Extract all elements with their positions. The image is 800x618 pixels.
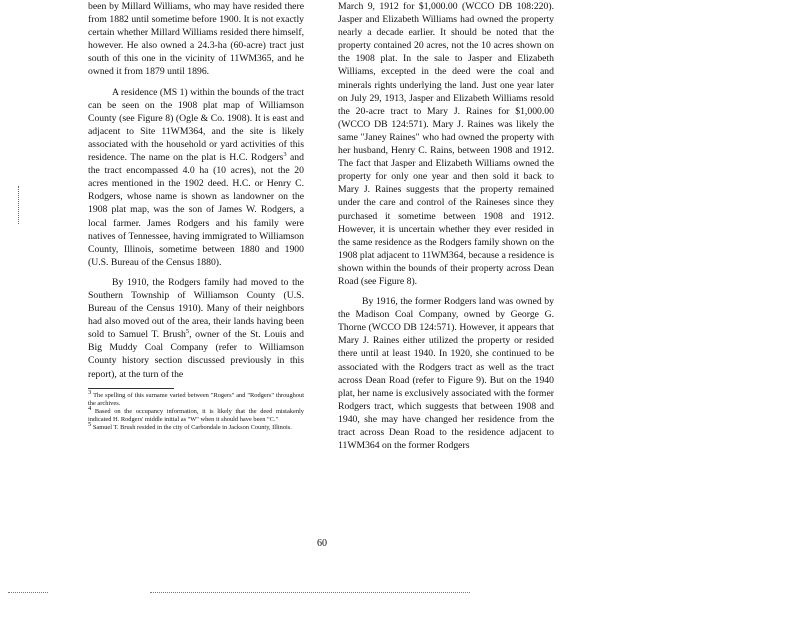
paragraph-text: and the tract encompassed 4.0 ha (10 acres), not the 20 acres mentioned in the 1902 deed. H.C. or Henry C. Rodgers, whose name is shown as landowner on the 1908 plat map, was the son of James W. Rodgers, a local farmer. James Rodgers and his family were natives of Tennessee, having immigrated to Williamson County, Illinois, sometime between 1880 and 1900 (U.S. Bureau of the Census 1880).: [88, 152, 304, 268]
left-column: [88, 0, 304, 433]
scan-artifact-line: [8, 592, 48, 593]
footnote-text: The spelling of this surname varied between "Rogers" and "Rodgers" throughout the archives.: [88, 391, 305, 407]
page-number: 60: [317, 538, 327, 549]
footnote-ref: 3: [283, 150, 287, 158]
footnote: [88, 421, 304, 432]
scan-margin-mark: [18, 186, 27, 224]
footnote: [88, 404, 304, 424]
paragraph: [88, 276, 304, 381]
footnote-mark: 4: [88, 404, 92, 412]
footnote-mark: 3: [88, 388, 92, 396]
paragraph-text: , owner of the St. Louis and Big Muddy Coal Company (refer to Williamson County history section discussed previously in this report), at the turn of the: [88, 329, 304, 380]
scan-artifact-line: [150, 592, 470, 593]
footnote-ref: 5: [185, 328, 190, 336]
paragraph: By 1916, the former Rodgers land was owned by the Madison Coal Company, owned by George G. Thorne (WCCO DB 124:571). However, it appears that Mary J. Raines either utilized the property or resided there until at least 1940. In 1920, she continued to be associated with the Rodgers tract as well as the tract across Dean Road (refer to Figure 9). But on the 1940 plat, her name is exclusively associated with the former Rodgers tract, which suggests that between 1908 and 1940, she may have changed her residence from the tract across Dean Road to the residence adjacent to 11WM364 on the former Rodgers: [338, 296, 554, 452]
footnote-text: Based on the occupancy information, it is likely that the deed mistakenly indicated H. Rodgers' middle initial as "W" when it should have been "C.": [88, 408, 304, 424]
footnote: [88, 388, 305, 408]
right-column: [338, 0, 554, 459]
paragraph: March 9, 1912 for $1,000.00 (WCCO DB 108:220). Jasper and Elizabeth Williams had owned the property nearly a decade earlier. It should be noted that the property contained 20 acres, not the 10 acres shown on the 1908 plat. In the sale to Jasper and Elizabeth Williams, excepted in the deed were the coal and minerals rights underlying the land. Just one year later on July 29, 1913, Jasper and Elizabeth Williams resold the 20-acre tract to Mary J. Raines for $1,000.00 (WCCO DB 124:571). Mary J. Raines was likely the same "Janey Raines" who had owned the property with her husband, Henry C. Rains, between 1908 and 1912. The fact that Jasper and Elizabeth Williams owned the property for only one year and then sold it back to Mary J. Raines suggests that the property remained under the care and control of the Raineses since they purchased it sometime between 1908 and 1912. However, it is uncertain whether they ever resided in the same residence as the Rodgers family shown on the 1908 plat adjacent to 11WM364, because a residence is shown within the bounds of their property across Dean Road (see Figure 8).: [338, 1, 554, 287]
paragraph-text: A residence (MS 1) within the bounds of the tract can be seen on the 1908 plat map of Williamson County (see Figure 8) (Ogle & Co. 1908). It is east and adjacent to Site 11WM364, and the site is likely associated with the household or yard activities of this residence. The name on the plat is H.C. Rodgers: [88, 86, 304, 164]
footnote-mark: 5: [88, 421, 92, 429]
footnotes: [88, 388, 305, 433]
paragraph: been by Millard Williams, who may have resided there from 1882 until sometime before 1900. It is not exactly certain whether Millard Williams resided there himself, however. He also owned a 24.3-ha (60-acre) tract just south of this one in the vicinity of 11WM365, and he owned it from 1879 until 1896.: [88, 1, 304, 78]
footnote-divider: [88, 388, 174, 389]
footnote-text: Samuel T. Brush resided in the city of Carbondale in Jackson County, Illinois.: [92, 424, 292, 432]
paragraph-text: By 1910, the Rodgers family had moved to the Southern Township of Williamson County (U.S. Bureau of the Census 1910). Many of their neighbors had also moved out of the area, their lands having been sold to Samuel T. Brush: [88, 276, 304, 341]
paragraph: [88, 86, 304, 269]
